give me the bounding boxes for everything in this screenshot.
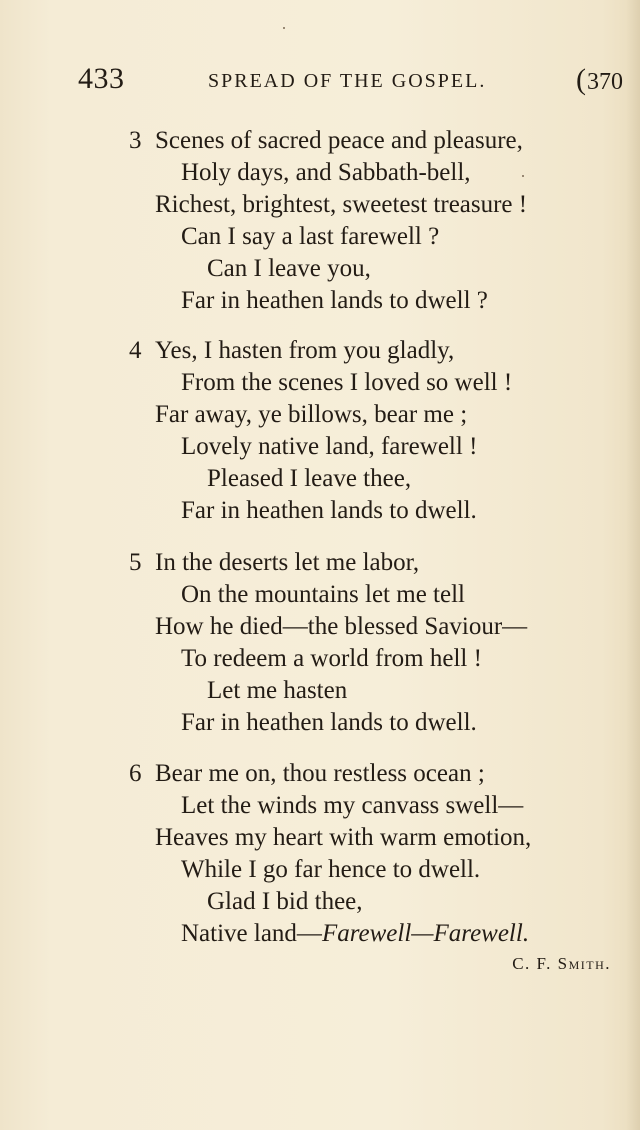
final-line-plain: Native land— [181, 920, 322, 947]
verse-line-final [181, 918, 529, 950]
verse-line: To redeem a world from hell ! [181, 645, 482, 672]
stanza-number: 3 [129, 127, 142, 154]
verse-line: Far away, ye billows, bear me ; [155, 401, 468, 428]
verse-line: On the mountains let me tell [181, 581, 465, 608]
page-edge-shadow [626, 0, 640, 1130]
verse-line: Far in heathen lands to dwell. [181, 709, 477, 736]
verse-line: Far in heathen lands to dwell. [181, 497, 477, 524]
verse-line: While I go far hence to dwell. [181, 856, 481, 883]
verse-line: Can I leave you, [207, 255, 371, 282]
stanza-number: 4 [129, 337, 142, 364]
verse-line: Yes, I hasten from you gladly, [155, 337, 455, 364]
running-head [78, 62, 623, 102]
hymn-number-paren: ( [576, 63, 586, 96]
ink-speck [283, 27, 285, 29]
verse-line: How he died—the blessed Saviour— [155, 613, 528, 640]
verse-line: Lovely native land, farewell ! [181, 433, 478, 460]
verse-line: Heaves my heart with warm emotion, [155, 824, 532, 851]
verse-line: Bear me on, thou restless ocean ; [155, 760, 485, 787]
section-title: SPREAD OF THE GOSPEL. [208, 70, 487, 92]
verse-line: Let the winds my canvass swell— [181, 792, 524, 819]
stanza-number: 6 [129, 760, 142, 787]
stanza-number: 5 [129, 549, 142, 576]
hymn-number-value: 370 [587, 69, 623, 95]
author-attribution: C. F. Smith. [512, 954, 611, 973]
verse-line: Far in heathen lands to dwell ? [181, 287, 488, 314]
page-number: 433 [78, 62, 125, 95]
verse-line: Let me hasten [207, 677, 348, 704]
verse-line: Pleased I leave thee, [207, 465, 412, 492]
verse-line: Glad I bid thee, [207, 888, 363, 915]
verse-line: Scenes of sacred peace and pleasure, [155, 127, 523, 154]
verse-line: Can I say a last farewell ? [181, 223, 440, 250]
verse-line: From the scenes I loved so well ! [181, 369, 513, 396]
verse-line: In the deserts let me labor, [155, 549, 420, 576]
final-line-italic: Farewell—Farewell. [321, 920, 530, 947]
verse-line: Holy days, and Sabbath-bell, [181, 159, 471, 186]
ink-speck [522, 175, 524, 177]
hymn-number [576, 65, 623, 96]
verse-line: Richest, brightest, sweetest treasure ! [155, 191, 528, 218]
